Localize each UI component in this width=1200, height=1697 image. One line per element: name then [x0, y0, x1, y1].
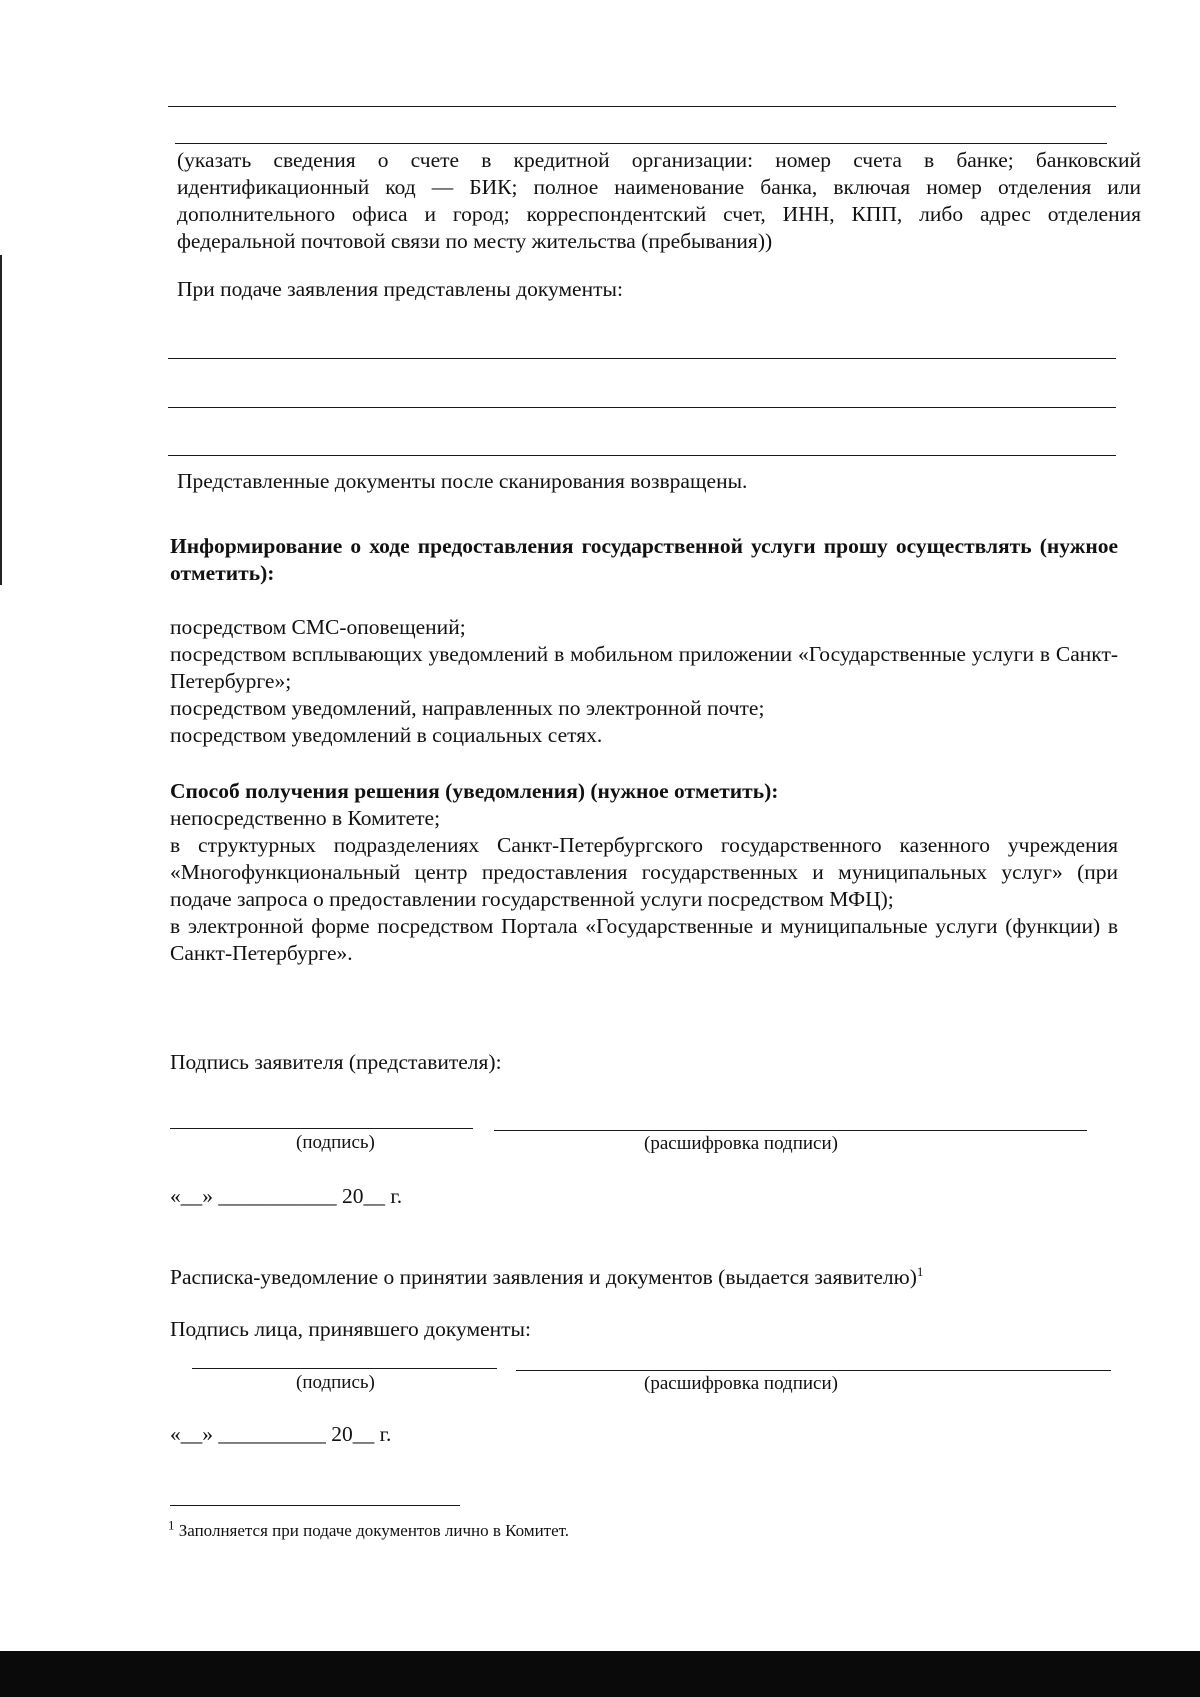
account-note: (указать сведения о счете в кредитной организации: номер счета в банке; банковский идентификационный код –– БИК; полное наименование банка, включая номер отделения или дополнительного офиса и город; корреспондентский счет, ИНН, КПП, либо адрес отделения федеральной почтовой связи по месту жительства (пребывания)): [177, 148, 1141, 253]
documents-label: При подаче заявления представлены документы:: [177, 277, 623, 301]
applicant-date-line: «__» ___________ 20__ г.: [170, 1184, 403, 1208]
method-option-committee: непосредственно в Комитете;: [170, 806, 441, 830]
applicant-decode-caption: (расшифровка подписи): [644, 1133, 838, 1154]
method-heading: Способ получения решения (уведомления) (нужное отметить):: [170, 779, 779, 803]
scan-artifact: [0, 255, 2, 585]
footnote-separator: [170, 1505, 460, 1506]
inform-option-sms: посредством СМС-оповещений;: [170, 615, 466, 639]
inform-option-social: посредством уведомлений в социальных сетях.: [170, 723, 603, 747]
inform-heading: Информирование о ходе предоставления государственной услуги прошу осуществлять (нужное отметить):: [170, 534, 1118, 585]
receipt-decode-line: [516, 1370, 1111, 1371]
applicant-sign-line: [170, 1128, 473, 1129]
receipt-sign-caption: (подпись): [296, 1372, 375, 1393]
footnote-mark: 1: [168, 1517, 175, 1533]
scan-bottom-bar: [0, 1651, 1200, 1697]
applicant-decode-line: [494, 1130, 1087, 1131]
receipt-title-text: Расписка-уведомление о принятии заявления и документов (выдается заявителю): [170, 1265, 917, 1289]
receipt-footnote-mark: 1: [916, 1263, 924, 1279]
receipt-sign-line: [192, 1368, 497, 1369]
applicant-sign-caption: (подпись): [296, 1132, 375, 1153]
method-options: [170, 805, 1118, 967]
account-blank-line-2: [175, 143, 1107, 144]
documents-blank-line-2: [168, 407, 1116, 408]
inform-options: [170, 614, 1118, 749]
footnote-text: Заполняется при подаче документов лично в Комитет.: [174, 1521, 570, 1540]
scanned-note: Представленные документы после сканирования возвращены.: [177, 469, 748, 493]
inform-option-push: посредством всплывающих уведомлений в мобильном приложении «Государственные услуги в Санкт-Петербурге»;: [170, 642, 1118, 693]
account-blank-line-1: [168, 106, 1116, 107]
receipt-title: [170, 1264, 923, 1291]
method-option-mfc: в структурных подразделениях Санкт-Петербургского государственного казенного учреждения «Многофункциональный центр предоставления государственных и муниципальных услуг» (при подаче запроса о предоставлении государственной услуги посредством МФЦ);: [170, 833, 1118, 911]
footnote: [168, 1517, 570, 1541]
receipt-decode-caption: (расшифровка подписи): [644, 1373, 838, 1394]
receipt-accepted-label: Подпись лица, принявшего документы:: [170, 1317, 531, 1341]
receipt-date-line: «__» __________ 20__ г.: [170, 1422, 392, 1446]
documents-blank-line-1: [168, 358, 1116, 359]
applicant-signature-label: Подпись заявителя (представителя):: [170, 1050, 502, 1074]
method-option-portal: в электронной форме посредством Портала «Государственные и муниципальные услуги (функции) в Санкт-Петербурге».: [170, 914, 1118, 965]
inform-option-email: посредством уведомлений, направленных по электронной почте;: [170, 696, 765, 720]
documents-blank-line-3: [168, 455, 1116, 456]
